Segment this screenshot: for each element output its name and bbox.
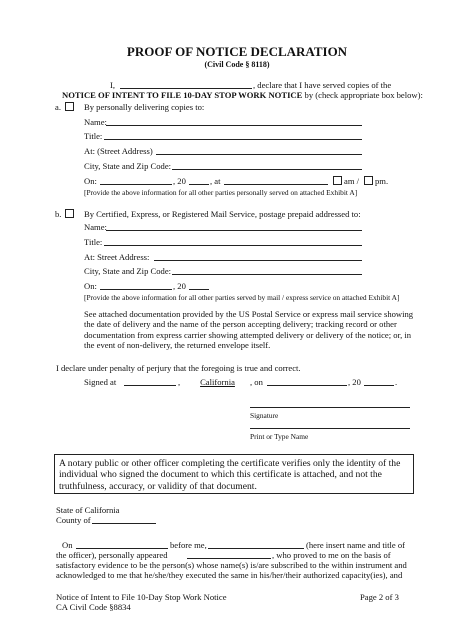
ack-appeared-field[interactable]	[187, 558, 271, 559]
signed-period: .	[395, 377, 398, 387]
ack-state: State of California	[56, 505, 120, 515]
a-at-text: , at	[210, 176, 221, 186]
b-name-label: Name:	[84, 222, 107, 232]
signed-year-text: , 20	[348, 377, 361, 387]
b-name-field[interactable]	[106, 230, 362, 231]
notice-sentence	[62, 90, 423, 100]
notary-disclaimer-box	[54, 454, 414, 494]
ack-county-label: County of	[56, 515, 91, 525]
ack-county-field[interactable]	[92, 523, 156, 524]
am-checkbox[interactable]	[333, 176, 342, 185]
notary-disclaimer-text: A notary public or other officer completing the certificate verifies only the identity of the individual who signed the document to which this certificate is attached, and not the truthfulness, accuracy, or validity of that document.	[59, 458, 401, 492]
a-year-field[interactable]	[189, 184, 209, 185]
b-year-text: , 20	[173, 281, 186, 291]
signed-comma: ,	[178, 377, 181, 387]
print-name-field[interactable]	[250, 428, 410, 429]
b-address-label: At: Street Address:	[84, 252, 150, 262]
pm-label: pm.	[375, 176, 389, 186]
a-city-label: City, State and Zip Code:	[84, 161, 172, 171]
declarant-name-field[interactable]	[120, 88, 252, 89]
declarant-prefix: I,	[110, 80, 116, 90]
perjury-statement: I declare under penalty of perjury that the foregoing is true and correct.	[56, 363, 301, 373]
b-title-field[interactable]	[104, 245, 362, 246]
a-name-field[interactable]	[106, 125, 362, 126]
signature-label: Signature	[250, 411, 279, 420]
ack-proved-text: , who proved to me on the basis of	[272, 550, 391, 560]
signed-state-value: California	[200, 377, 235, 387]
ack-on-label: On	[62, 540, 73, 550]
notice-title-bold: NOTICE OF INTENT TO FILE 10-DAY STOP WORK NOTICE	[62, 90, 303, 100]
a-title-field[interactable]	[104, 139, 362, 140]
signature-field[interactable]	[250, 407, 410, 408]
page-number: Page 2 of 3	[360, 592, 399, 602]
signed-at-label: Signed at	[84, 377, 117, 387]
print-name-label: Print or Type Name	[250, 432, 309, 441]
am-label: am /	[344, 176, 360, 186]
ack-evidence-text: satisfactory evidence to be the person(s) whose name(s) is/are subscribed to the within instrument and	[56, 560, 407, 570]
a-date-field[interactable]	[100, 184, 172, 185]
section-b-heading: By Certified, Express, or Registered Mail Service, postage prepaid addressed to:	[84, 209, 361, 219]
ack-insert-text: (here insert name and title of	[306, 540, 406, 550]
signed-on-text: , on	[250, 377, 263, 387]
a-year-text: , 20	[173, 176, 186, 186]
footer-code: CA Civil Code §8834	[56, 602, 131, 612]
civil-code-subtitle: (Civil Code § 8118)	[204, 60, 270, 69]
ack-officer-text: the officer), personally appeared	[56, 550, 168, 560]
a-exhibit-note: [Provide the above information for all other parties personally served on attached Exhibit A]	[84, 188, 358, 197]
section-a-marker: a.	[55, 102, 61, 112]
a-time-field[interactable]	[224, 184, 328, 185]
b-city-field[interactable]	[172, 274, 362, 275]
personal-delivery-checkbox[interactable]	[65, 102, 74, 111]
documentation-paragraph: See attached documentation provided by the US Postal Service or express mail service showing the date of delivery and the name of the person accepting delivery; tracking record or other documentation from express carrier showing attempted delivery or delivery of the notice; or, in the event of non-delivery, the returned envelope itself.	[84, 309, 414, 351]
signed-date-field[interactable]	[267, 385, 347, 386]
a-address-label: At: (Street Address)	[84, 146, 153, 156]
b-on-label: On:	[84, 281, 97, 291]
ack-before-me: before me,	[170, 540, 207, 550]
footer-doc-title: Notice of Intent to File 10-Day Stop Work Notice	[56, 592, 227, 602]
b-title-label: Title:	[84, 237, 103, 247]
notice-check-instruction: by (check appropriate box below):	[304, 90, 423, 100]
section-a-heading: By personally delivering copies to:	[84, 102, 205, 112]
a-address-field[interactable]	[156, 154, 362, 155]
b-address-field[interactable]	[154, 260, 362, 261]
pm-checkbox[interactable]	[364, 176, 373, 185]
b-date-field[interactable]	[100, 289, 172, 290]
ack-acknowledged-text: acknowledged to me that he/she/they executed the same in his/her/their authorized capacity(ies), and	[56, 570, 403, 580]
signed-year-field[interactable]	[364, 385, 394, 386]
b-exhibit-note: [Provide the above information for all other parties served by mail / express service on attached Exhibit A]	[84, 293, 400, 302]
section-b-marker: b.	[55, 209, 62, 219]
b-city-label: City, State and Zip Code:	[84, 266, 172, 276]
a-on-label: On:	[84, 176, 97, 186]
mail-service-checkbox[interactable]	[65, 209, 74, 218]
a-title-label: Title:	[84, 131, 103, 141]
signed-city-field[interactable]	[124, 385, 176, 386]
b-year-field[interactable]	[189, 289, 209, 290]
ack-officer-field[interactable]	[208, 548, 304, 549]
a-city-field[interactable]	[172, 169, 362, 170]
page-title: PROOF OF NOTICE DECLARATION	[126, 44, 348, 59]
ack-date-field[interactable]	[76, 548, 168, 549]
a-name-label: Name:	[84, 117, 107, 127]
declare-text: , declare that I have served copies of the	[253, 80, 392, 90]
